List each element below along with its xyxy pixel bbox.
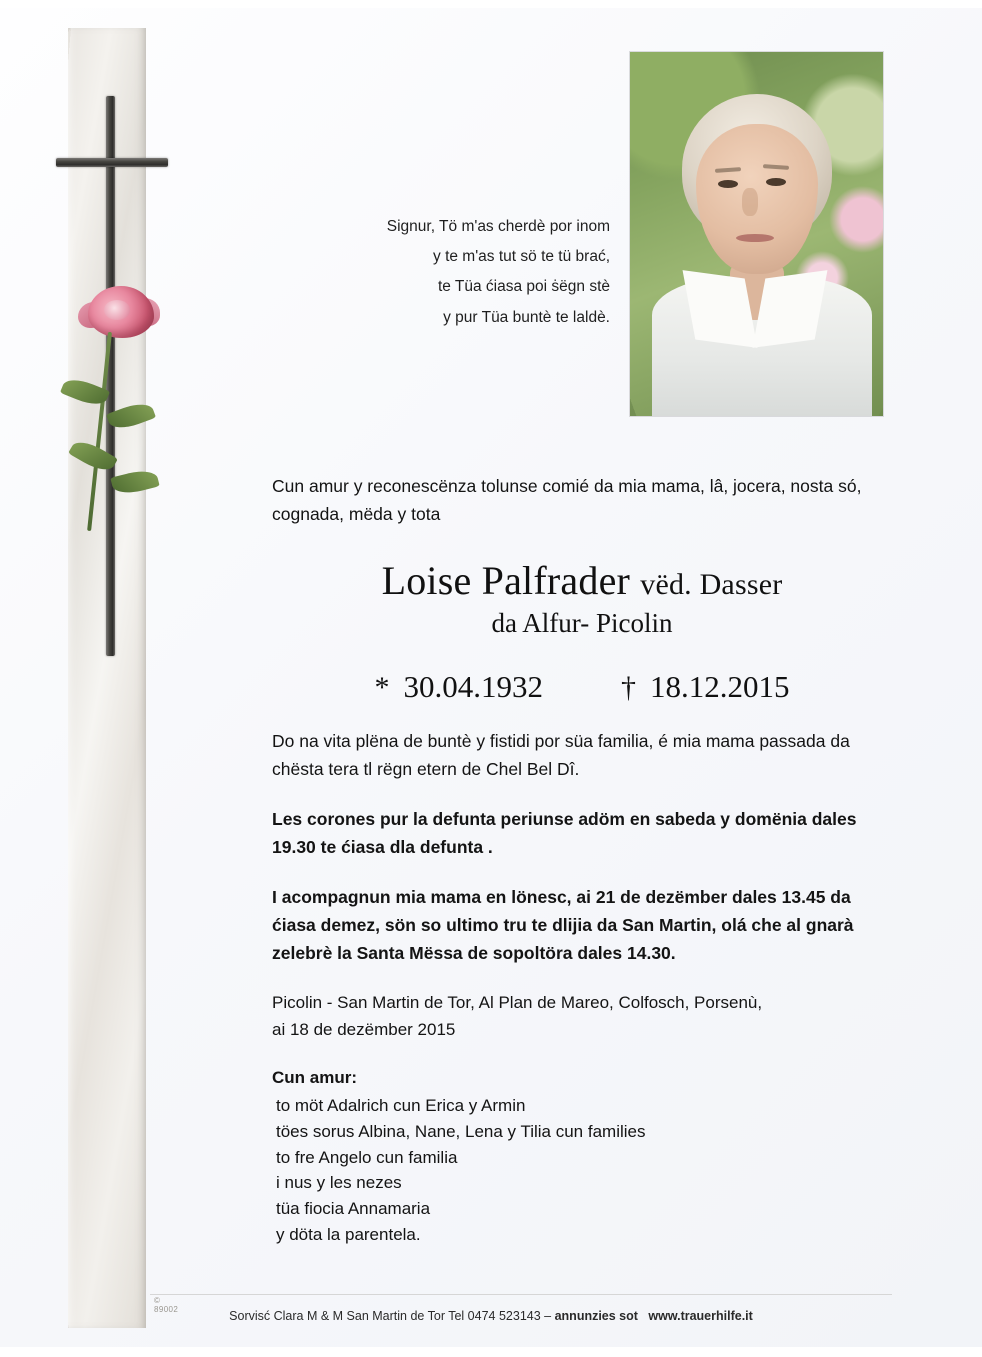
- prayer-line: y pur Tüa buntè te laldè.: [443, 308, 610, 326]
- family-member-line: tüa fiocia Annamaria: [276, 1199, 431, 1219]
- prayer-line: Signur, Tö m'as cherdè por inom: [386, 218, 610, 235]
- rose-bloom: [88, 286, 154, 338]
- birth-date: 30.04.1932: [403, 668, 543, 704]
- scan-edge-bottom: [0, 1347, 982, 1357]
- family-member-line: y döta la parentela.: [276, 1225, 421, 1245]
- photo-mouth: [736, 234, 774, 242]
- scan-edge-top: [0, 0, 982, 8]
- places-paragraph: [272, 989, 892, 1043]
- cross-horizontal-bar: [56, 158, 168, 167]
- footer: [0, 1309, 982, 1323]
- funeral-paragraph: I acompagnun mia mama en lönesc, ai 21 de dezëmber dales 13.45 da ćiasa demez, sön so ultimo tru te dlijia da San Martin, olá che al gnarà zelebrè la Santa Mëssa de sopoltöra dales 14.30.: [272, 886, 854, 963]
- family-member-line: to fre Angelo cun familia: [276, 1147, 458, 1167]
- footer-website-link[interactable]: www.trauerhilfe.it: [648, 1309, 753, 1323]
- prayer-line: y te m'as tut sö te tü brać,: [433, 248, 610, 266]
- family-member-line: i nus y les nezes: [276, 1173, 402, 1193]
- passing-paragraph: Do na vita plëna de buntè y fistidi por süa familia, é mia mama passada da chësta tera tl rëgn etern de Chel Bel Dî.: [272, 730, 850, 779]
- death-date: 18.12.2015: [650, 668, 790, 704]
- prayer-verse: [340, 212, 610, 333]
- deceased-origin: da Alfur- Picolin: [491, 607, 673, 638]
- intro-text: Cun amur y reconescënza tolunse comié da mia mama, lâ, jocera, nosta só, cognada, mëda y tota: [272, 476, 862, 525]
- photo-eye-right: [766, 178, 786, 186]
- family-heading: Cun amur:: [272, 1068, 357, 1088]
- main-content: [272, 472, 892, 1248]
- portrait-photo: [630, 52, 883, 416]
- birth-symbol: *: [374, 670, 390, 704]
- wreaths-paragraph: Les corones pur la defunta periunse adöm en sabeda y domënia dales 19.30 te ćiasa dla defunta .: [272, 808, 857, 857]
- deceased-name-suffix: vëd. Dasser: [640, 567, 783, 601]
- death-date-group: [621, 669, 790, 705]
- photo-nose: [742, 188, 758, 216]
- photo-eye-left: [718, 180, 738, 188]
- death-symbol: †: [621, 670, 636, 704]
- family-member-line: to möt Adalrich cun Erica y Armin: [276, 1095, 526, 1115]
- life-dates: [272, 669, 892, 705]
- deceased-name-main: Loise Palfrader: [381, 557, 631, 603]
- column-watermark: © 89002: [154, 1296, 179, 1314]
- prayer-line: te Tüa ćiasa poi ṡëgn stè: [437, 278, 610, 296]
- rose-stem: [87, 332, 112, 531]
- footer-divider: [150, 1294, 892, 1295]
- family-member-line: töes sorus Albina, Nane, Lena y Tilia cun families: [276, 1121, 646, 1141]
- rose-icon: [78, 286, 198, 546]
- announcement-date: ai 18 de dezëmber 2015: [272, 1019, 456, 1039]
- family-list: [272, 1065, 892, 1248]
- rose-leaf: [110, 467, 159, 498]
- deceased-name: [272, 557, 892, 604]
- birth-date-group: [375, 669, 544, 705]
- rose-leaf: [106, 399, 156, 434]
- places-line: Picolin - San Martin de Tor, Al Plan de Mareo, Colfosch, Porsenù,: [272, 992, 763, 1012]
- footer-service-text: Sorvisć Clara M & M San Martin de Tor Tel 0474 523143 –: [229, 1309, 552, 1323]
- footer-announce-text: annunzies sot: [554, 1309, 638, 1323]
